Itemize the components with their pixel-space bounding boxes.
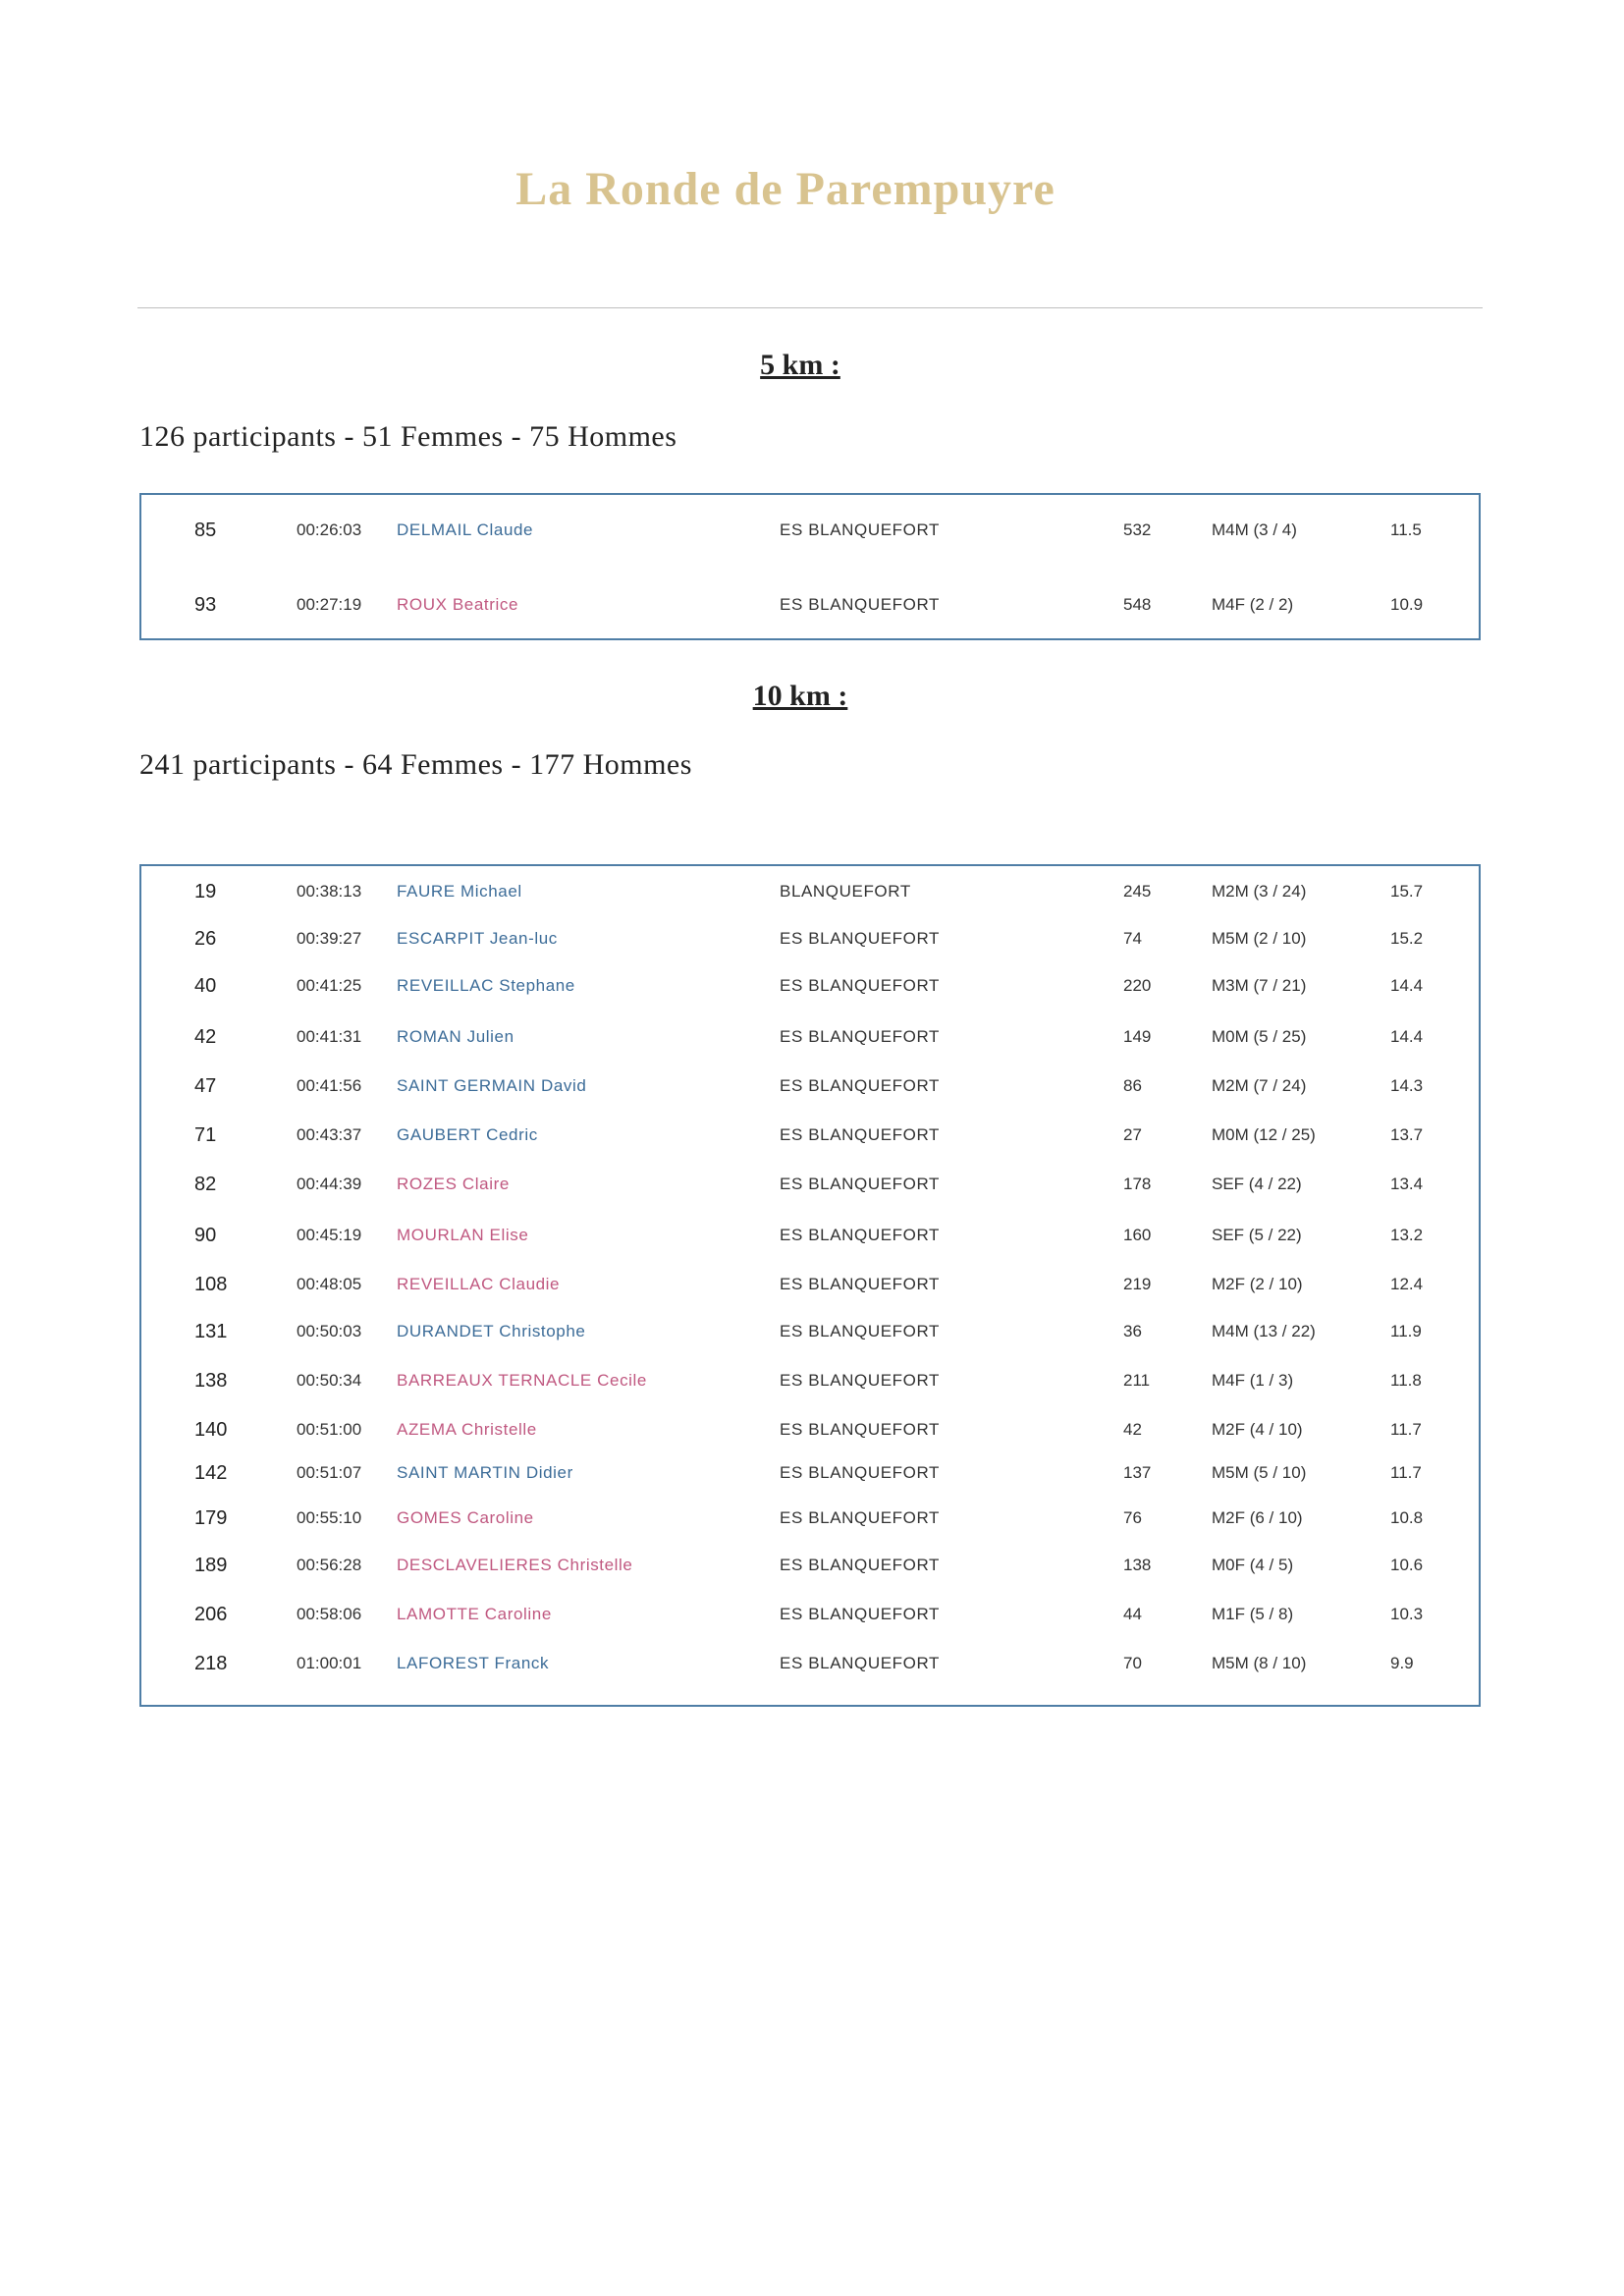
cell-doss: 211 bbox=[1123, 1371, 1151, 1390]
cell-time: 00:55:10 bbox=[297, 1508, 362, 1527]
cell-club: ES BLANQUEFORT bbox=[780, 1463, 941, 1482]
cell-rank: 26 bbox=[194, 928, 217, 950]
cell-doss: 42 bbox=[1123, 1420, 1142, 1439]
cell-speed: 13.7 bbox=[1390, 1125, 1424, 1144]
cell-speed: 11.9 bbox=[1390, 1322, 1422, 1340]
cell-doss: 36 bbox=[1123, 1322, 1142, 1340]
cell-doss: 137 bbox=[1123, 1463, 1152, 1482]
cell-club: ES BLANQUEFORT bbox=[780, 1556, 941, 1574]
cell-speed: 10.3 bbox=[1390, 1605, 1424, 1623]
table-row bbox=[141, 1074, 1479, 1098]
cell-doss: 160 bbox=[1123, 1226, 1152, 1244]
cell-cat: M5M (2 / 10) bbox=[1212, 929, 1307, 948]
cell-doss: 245 bbox=[1123, 882, 1152, 901]
cell-club: ES BLANQUEFORT bbox=[780, 1605, 941, 1623]
cell-name: ROZES Claire bbox=[397, 1175, 510, 1193]
cell-rank: 142 bbox=[194, 1462, 228, 1484]
cell-name: REVEILLAC Stephane bbox=[397, 976, 575, 995]
cell-cat: M2F (6 / 10) bbox=[1212, 1508, 1303, 1527]
table-row bbox=[141, 1554, 1479, 1577]
cell-doss: 548 bbox=[1123, 595, 1152, 614]
table-row bbox=[141, 1506, 1479, 1530]
section-summary-5km: 126 participants - 51 Femmes - 75 Hommes bbox=[139, 420, 677, 453]
cell-rank: 189 bbox=[194, 1555, 228, 1576]
cell-speed: 11.7 bbox=[1390, 1420, 1422, 1439]
cell-rank: 140 bbox=[194, 1419, 228, 1441]
cell-name: ROUX Beatrice bbox=[397, 595, 519, 614]
cell-cat: SEF (5 / 22) bbox=[1212, 1226, 1302, 1244]
cell-doss: 70 bbox=[1123, 1654, 1142, 1672]
cell-rank: 93 bbox=[194, 594, 217, 616]
cell-club: BLANQUEFORT bbox=[780, 882, 911, 901]
cell-cat: M2M (7 / 24) bbox=[1212, 1076, 1307, 1095]
cell-cat: M4M (3 / 4) bbox=[1212, 520, 1297, 539]
cell-club: ES BLANQUEFORT bbox=[780, 1226, 941, 1244]
cell-doss: 220 bbox=[1123, 976, 1152, 995]
table-row bbox=[141, 1461, 1479, 1485]
cell-cat: M1F (5 / 8) bbox=[1212, 1605, 1294, 1623]
cell-rank: 206 bbox=[194, 1604, 228, 1625]
cell-name: MOURLAN Elise bbox=[397, 1226, 529, 1244]
cell-doss: 219 bbox=[1123, 1275, 1152, 1293]
cell-club: ES BLANQUEFORT bbox=[780, 1322, 941, 1340]
cell-time: 00:56:28 bbox=[297, 1556, 362, 1574]
cell-time: 00:50:34 bbox=[297, 1371, 362, 1390]
cell-name: SAINT GERMAIN David bbox=[397, 1076, 587, 1095]
cell-time: 00:43:37 bbox=[297, 1125, 362, 1144]
cell-club: ES BLANQUEFORT bbox=[780, 1275, 941, 1293]
cell-time: 00:44:39 bbox=[297, 1175, 362, 1193]
cell-name: DURANDET Christophe bbox=[397, 1322, 586, 1340]
table-row bbox=[141, 1273, 1479, 1296]
cell-speed: 14.4 bbox=[1390, 976, 1424, 995]
cell-club: ES BLANQUEFORT bbox=[780, 520, 941, 539]
cell-doss: 532 bbox=[1123, 520, 1152, 539]
table-row bbox=[141, 880, 1479, 903]
cell-time: 00:45:19 bbox=[297, 1226, 362, 1244]
cell-cat: M0M (12 / 25) bbox=[1212, 1125, 1316, 1144]
cell-rank: 82 bbox=[194, 1174, 217, 1195]
table-row bbox=[141, 1173, 1479, 1196]
cell-time: 00:26:03 bbox=[297, 520, 362, 539]
cell-club: ES BLANQUEFORT bbox=[780, 1125, 941, 1144]
cell-time: 00:58:06 bbox=[297, 1605, 362, 1623]
cell-doss: 149 bbox=[1123, 1027, 1152, 1046]
cell-name: GAUBERT Cedric bbox=[397, 1125, 538, 1144]
cell-rank: 218 bbox=[194, 1653, 228, 1674]
table-row bbox=[141, 1418, 1479, 1442]
cell-cat: M2F (4 / 10) bbox=[1212, 1420, 1303, 1439]
table-row bbox=[141, 1369, 1479, 1393]
cell-speed: 15.2 bbox=[1390, 929, 1424, 948]
cell-speed: 10.9 bbox=[1390, 595, 1424, 614]
cell-name: LAMOTTE Caroline bbox=[397, 1605, 552, 1623]
cell-cat: M2F (2 / 10) bbox=[1212, 1275, 1303, 1293]
cell-club: ES BLANQUEFORT bbox=[780, 1508, 941, 1527]
cell-doss: 178 bbox=[1123, 1175, 1152, 1193]
cell-rank: 71 bbox=[194, 1124, 217, 1146]
table-row bbox=[141, 927, 1479, 951]
table-row bbox=[141, 1224, 1479, 1247]
cell-club: ES BLANQUEFORT bbox=[780, 1175, 941, 1193]
cell-time: 00:48:05 bbox=[297, 1275, 362, 1293]
cell-name: ROMAN Julien bbox=[397, 1027, 514, 1046]
cell-rank: 131 bbox=[194, 1321, 228, 1342]
cell-name: SAINT MARTIN Didier bbox=[397, 1463, 573, 1482]
cell-cat: M0F (4 / 5) bbox=[1212, 1556, 1294, 1574]
cell-name: DELMAIL Claude bbox=[397, 520, 534, 539]
cell-speed: 13.4 bbox=[1390, 1175, 1424, 1193]
cell-speed: 9.9 bbox=[1390, 1654, 1414, 1672]
cell-time: 00:51:07 bbox=[297, 1463, 362, 1482]
cell-cat: M4F (1 / 3) bbox=[1212, 1371, 1294, 1390]
table-row bbox=[141, 974, 1479, 998]
cell-club: ES BLANQUEFORT bbox=[780, 595, 941, 614]
table-row bbox=[141, 1320, 1479, 1343]
cell-doss: 76 bbox=[1123, 1508, 1142, 1527]
title-divider bbox=[137, 307, 1483, 308]
cell-speed: 10.8 bbox=[1390, 1508, 1424, 1527]
cell-time: 00:27:19 bbox=[297, 595, 362, 614]
cell-speed: 12.4 bbox=[1390, 1275, 1424, 1293]
cell-speed: 11.8 bbox=[1390, 1371, 1422, 1390]
cell-time: 00:41:56 bbox=[297, 1076, 362, 1095]
cell-rank: 108 bbox=[194, 1274, 228, 1295]
cell-cat: M0M (5 / 25) bbox=[1212, 1027, 1307, 1046]
page-title: La Ronde de Parempuyre bbox=[515, 163, 1056, 215]
cell-speed: 15.7 bbox=[1390, 882, 1424, 901]
cell-time: 01:00:01 bbox=[297, 1654, 362, 1672]
cell-time: 00:41:31 bbox=[297, 1027, 362, 1046]
cell-doss: 44 bbox=[1123, 1605, 1142, 1623]
section-summary-10km: 241 participants - 64 Femmes - 177 Hommes bbox=[139, 748, 692, 781]
cell-club: ES BLANQUEFORT bbox=[780, 1076, 941, 1095]
cell-rank: 40 bbox=[194, 975, 217, 997]
cell-doss: 27 bbox=[1123, 1125, 1142, 1144]
cell-name: REVEILLAC Claudie bbox=[397, 1275, 561, 1293]
cell-doss: 138 bbox=[1123, 1556, 1152, 1574]
cell-time: 00:38:13 bbox=[297, 882, 362, 901]
cell-club: ES BLANQUEFORT bbox=[780, 929, 941, 948]
cell-name: AZEMA Christelle bbox=[397, 1420, 537, 1439]
table-row bbox=[141, 1652, 1479, 1675]
cell-rank: 85 bbox=[194, 519, 217, 541]
cell-club: ES BLANQUEFORT bbox=[780, 1654, 941, 1672]
cell-cat: M5M (8 / 10) bbox=[1212, 1654, 1307, 1672]
cell-speed: 10.6 bbox=[1390, 1556, 1424, 1574]
table-row bbox=[141, 1025, 1479, 1049]
results-table-5km bbox=[139, 493, 1481, 640]
cell-speed: 11.5 bbox=[1390, 520, 1422, 539]
cell-club: ES BLANQUEFORT bbox=[780, 976, 941, 995]
cell-cat: M3M (7 / 21) bbox=[1212, 976, 1307, 995]
cell-name: LAFOREST Franck bbox=[397, 1654, 550, 1672]
cell-speed: 14.4 bbox=[1390, 1027, 1424, 1046]
cell-rank: 47 bbox=[194, 1075, 217, 1097]
cell-speed: 14.3 bbox=[1390, 1076, 1424, 1095]
cell-cat: M5M (5 / 10) bbox=[1212, 1463, 1307, 1482]
cell-rank: 42 bbox=[194, 1026, 217, 1048]
section-heading-10km: 10 km : bbox=[752, 680, 848, 712]
cell-name: DESCLAVELIERES Christelle bbox=[397, 1556, 633, 1574]
cell-doss: 86 bbox=[1123, 1076, 1142, 1095]
cell-cat: M4F (2 / 2) bbox=[1212, 595, 1294, 614]
table-row bbox=[141, 519, 1479, 542]
cell-time: 00:51:00 bbox=[297, 1420, 362, 1439]
cell-doss: 74 bbox=[1123, 929, 1142, 948]
cell-cat: SEF (4 / 22) bbox=[1212, 1175, 1302, 1193]
cell-cat: M4M (13 / 22) bbox=[1212, 1322, 1316, 1340]
cell-rank: 90 bbox=[194, 1225, 217, 1246]
cell-club: ES BLANQUEFORT bbox=[780, 1027, 941, 1046]
cell-speed: 11.7 bbox=[1390, 1463, 1422, 1482]
cell-name: BARREAUX TERNACLE Cecile bbox=[397, 1371, 647, 1390]
cell-club: ES BLANQUEFORT bbox=[780, 1420, 941, 1439]
section-heading-5km: 5 km : bbox=[760, 349, 840, 381]
cell-cat: M2M (3 / 24) bbox=[1212, 882, 1307, 901]
cell-name: FAURE Michael bbox=[397, 882, 522, 901]
cell-name: ESCARPIT Jean-luc bbox=[397, 929, 558, 948]
cell-rank: 138 bbox=[194, 1370, 228, 1392]
cell-rank: 179 bbox=[194, 1507, 228, 1529]
results-table-10km bbox=[139, 864, 1481, 1707]
cell-club: ES BLANQUEFORT bbox=[780, 1371, 941, 1390]
table-row bbox=[141, 593, 1479, 617]
cell-time: 00:39:27 bbox=[297, 929, 362, 948]
cell-time: 00:50:03 bbox=[297, 1322, 362, 1340]
cell-rank: 19 bbox=[194, 881, 217, 902]
table-row bbox=[141, 1123, 1479, 1147]
cell-name: GOMES Caroline bbox=[397, 1508, 534, 1527]
cell-time: 00:41:25 bbox=[297, 976, 362, 995]
table-row bbox=[141, 1603, 1479, 1626]
cell-speed: 13.2 bbox=[1390, 1226, 1424, 1244]
